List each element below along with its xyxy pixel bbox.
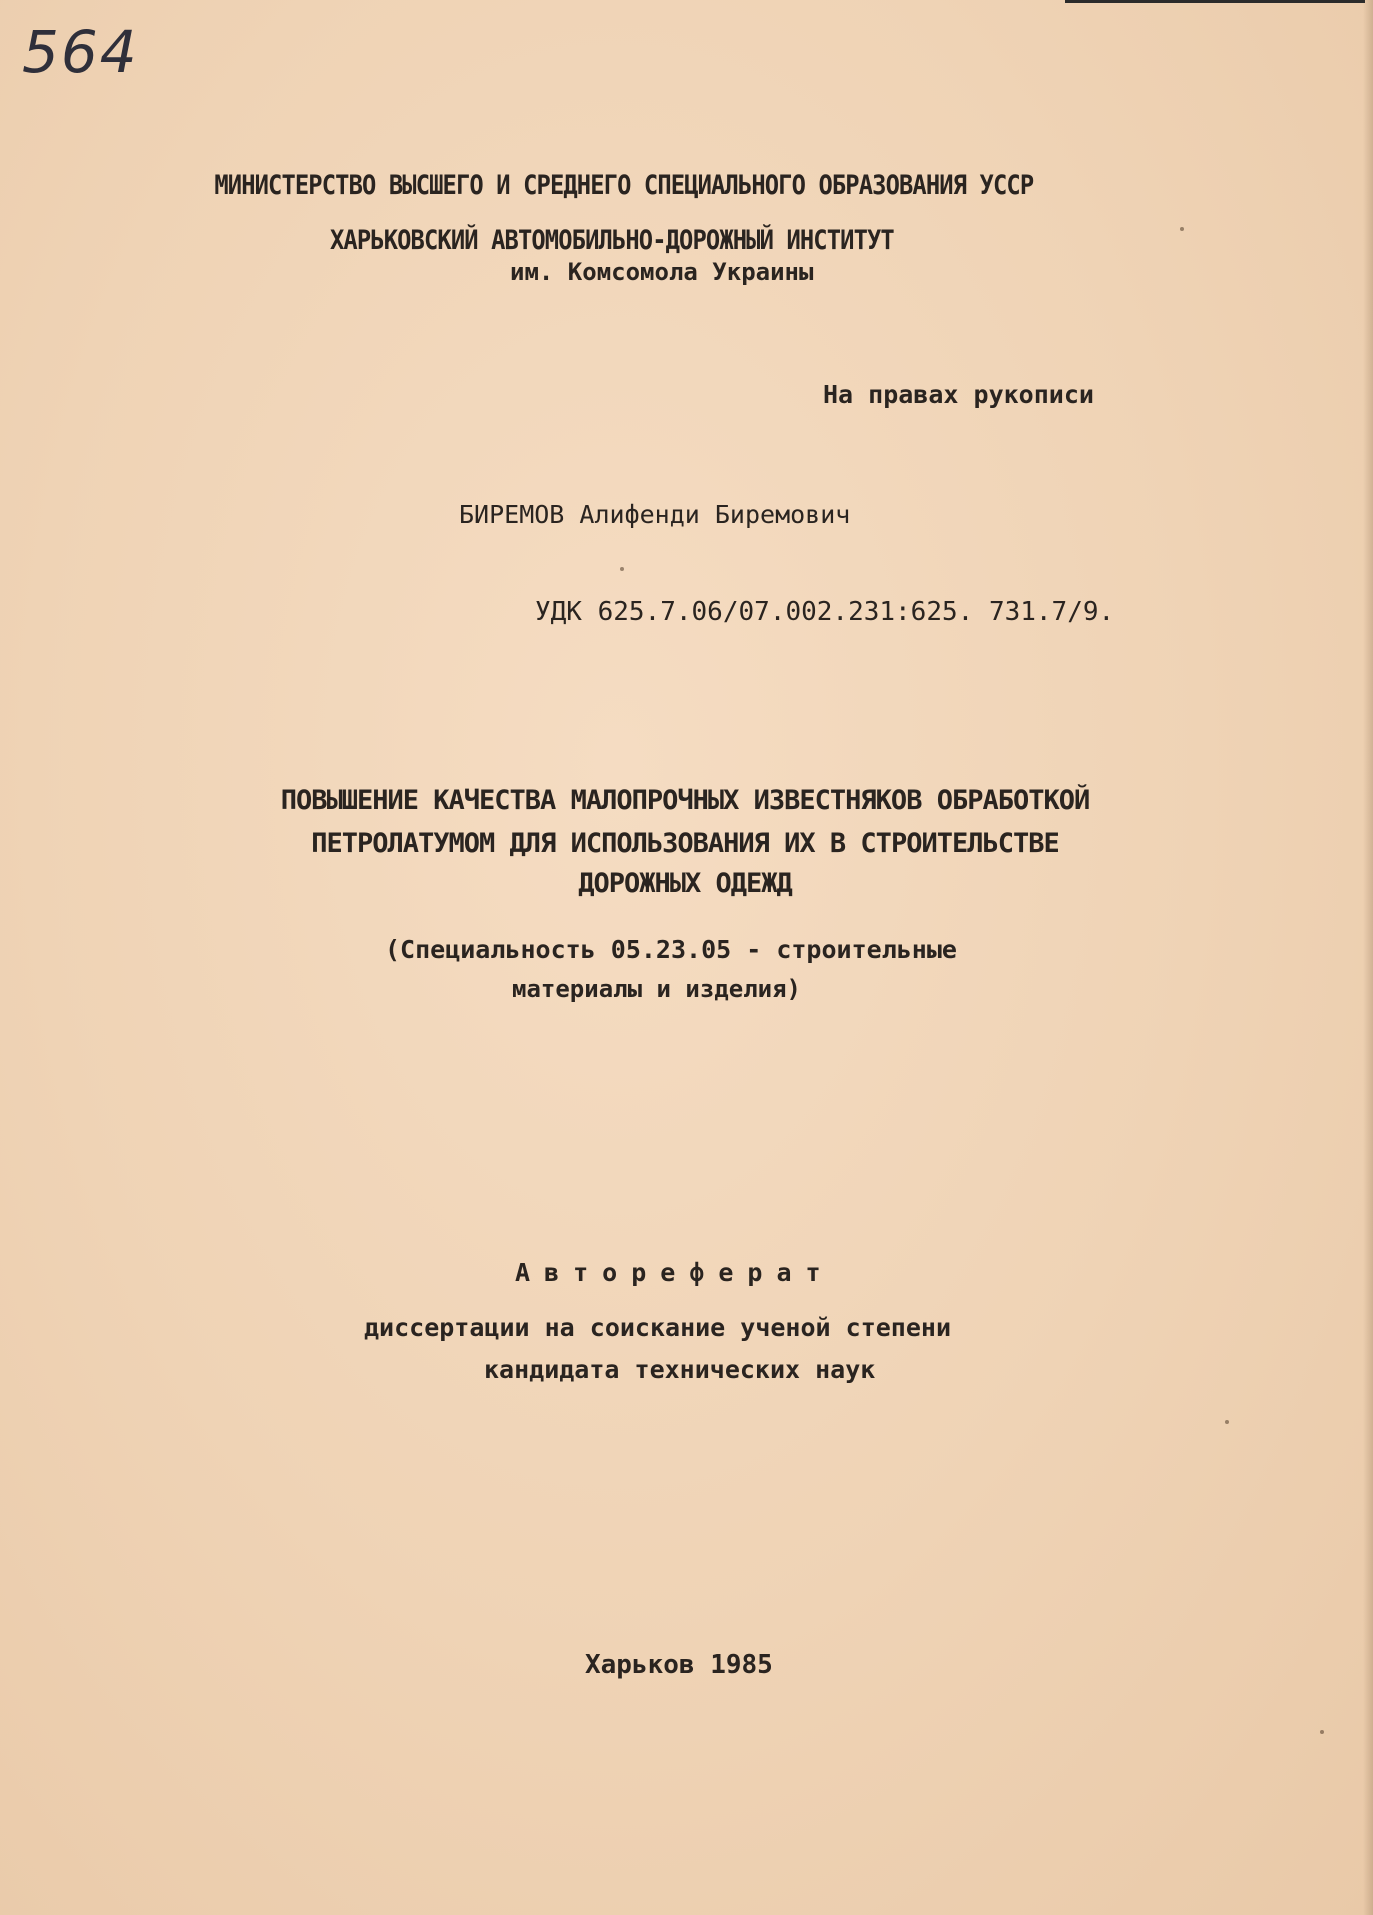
paper-speck: [620, 567, 624, 571]
page-edge-line: [1065, 0, 1365, 3]
paper-speck: [1225, 1420, 1229, 1424]
rights-notice: На правах рукописи: [823, 380, 1094, 409]
thesis-line-2: кандидата технических наук: [484, 1355, 876, 1384]
institute-heading: ХАРЬКОВСКИЙ АВТОМОБИЛЬНО-ДОРОЖНЫЙ ИНСТИТУТ: [330, 225, 894, 256]
institute-subheading: им. Комсомола Украины: [510, 258, 814, 286]
udc-code: УДК 625.7.06/07.002.231:625. 731.7/9.: [535, 597, 1115, 627]
thesis-line-1: диссертации на соискание ученой степени: [364, 1313, 951, 1342]
specialty-line-2: материалы и изделия): [512, 975, 801, 1003]
handwritten-number: 564: [22, 18, 139, 86]
document-type: Автореферат: [515, 1258, 835, 1287]
title-line-2: ПЕТРОЛАТУМОМ ДЛЯ ИСПОЛЬЗОВАНИЯ ИХ В СТРОИТЕЛЬСТВЕ: [311, 828, 1059, 859]
paper-speck: [1320, 1730, 1324, 1734]
title-line-1: ПОВЫШЕНИЕ КАЧЕСТВА МАЛОПРОЧНЫХ ИЗВЕСТНЯКОВ ОБРАБОТКОЙ: [280, 785, 1090, 816]
specialty-line-1: (Специальность 05.23.05 - строительные: [385, 935, 957, 964]
author-name: БИРЕМОВ Алифенди Биремович: [459, 500, 851, 529]
page-edge-shadow: [1363, 0, 1373, 1915]
title-line-3: ДОРОЖНЫХ ОДЕЖД: [578, 868, 792, 899]
ministry-heading: МИНИСТЕРСТВО ВЫСШЕГО И СРЕДНЕГО СПЕЦИАЛЬНОГО ОБРАЗОВАНИЯ УССР: [214, 170, 1034, 201]
paper-speck: [1180, 227, 1184, 231]
place-year: Харьков 1985: [585, 1650, 773, 1680]
